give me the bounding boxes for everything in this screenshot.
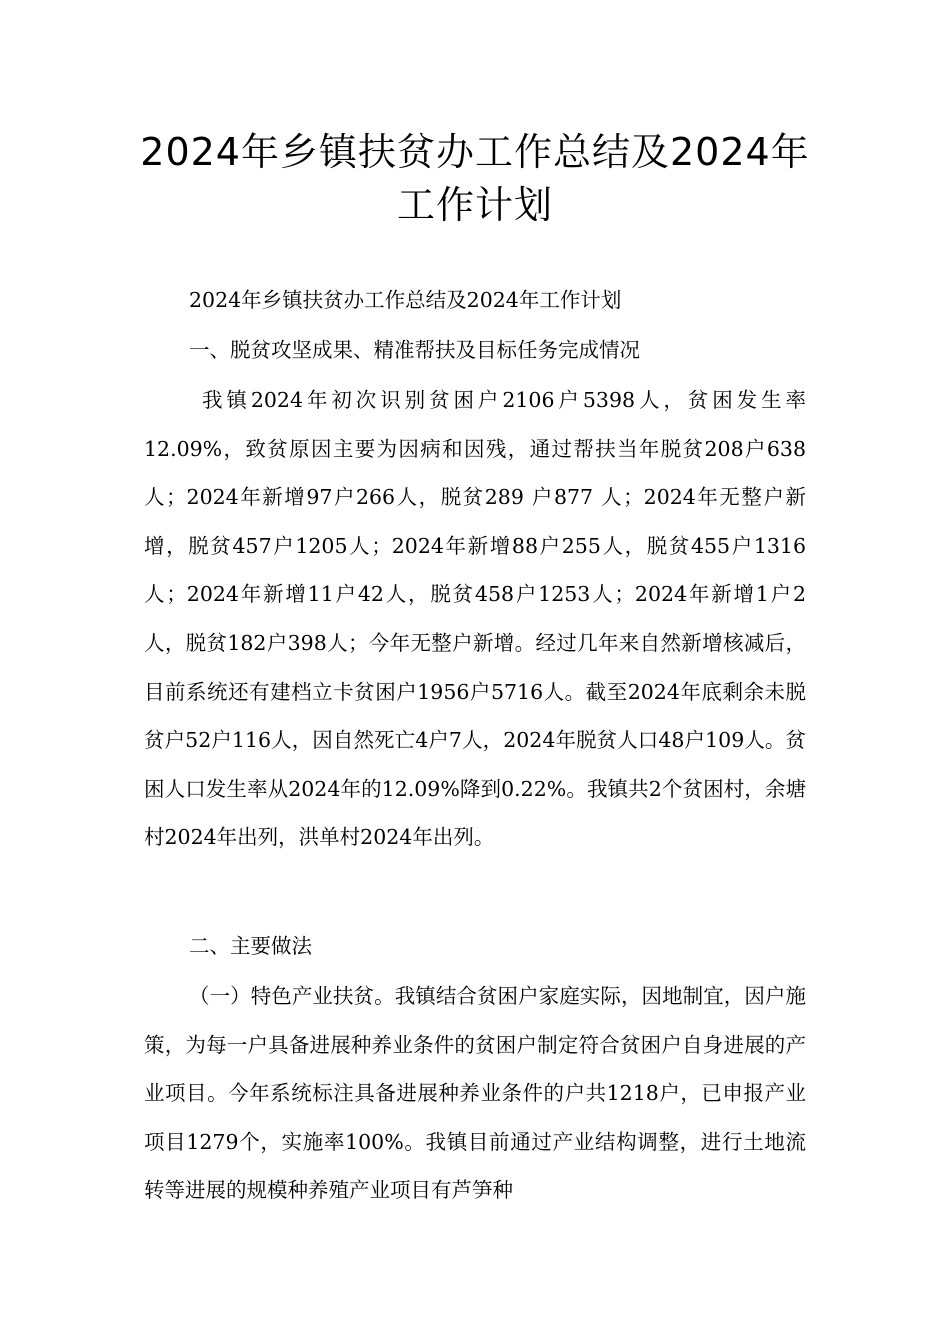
document-title-line2: 工作计划 [396, 183, 553, 227]
section1-paragraph: 我镇2024年初次识别贫困户2106户5398人，贫困发生率12.09%，致贫原因主要为因病和因残，通过帮扶当年脱贫208户638人；2024年新增97户266人，脱贫289 户877 人；2024年无整户新增，脱贫457户1205人；2024年新增88户255人，脱贫455户1316人；2024年新增11户42人，脱贫458户1253人；2024年新增1户2人，脱贫182户398人；今年无整户新增。经过几年来自然新增核减后，目前系统还有建档立卡贫困户1956户5716人。截至2024年底剩余未脱贫户52户116人，因自然死亡4户7人，2024年脱贫人口48户109人。贫困人口发生率从2024年的12.09%降到0.22%。我镇共2个贫困村，余塘村2024年出列，洪单村2024年出列。 [144, 388, 806, 850]
document-title-line1: 2024年乡镇扶贫办工作总结及2024年 [140, 130, 810, 174]
section1-heading: 一、脱贫攻坚成果、精准帮扶及目标任务完成情况 [189, 338, 640, 362]
section2-paragraph: （一）特色产业扶贫。我镇结合贫困户家庭实际，因地制宜，因户施策，为每一户具备进展种养业条件的贫困户制定符合贫困户自身进展的产业项目。今年系统标注具备进展种养业条件的户共1218户，已申报产业项目1279个，实施率100%。我镇目前通过产业结构调整，进行土地流转等进展的规模种养殖产业项目有芦笋种 [144, 984, 806, 1203]
section2-heading: 二、主要做法 [189, 934, 312, 958]
document-subtitle: 2024年乡镇扶贫办工作总结及2024年工作计划 [189, 288, 622, 312]
